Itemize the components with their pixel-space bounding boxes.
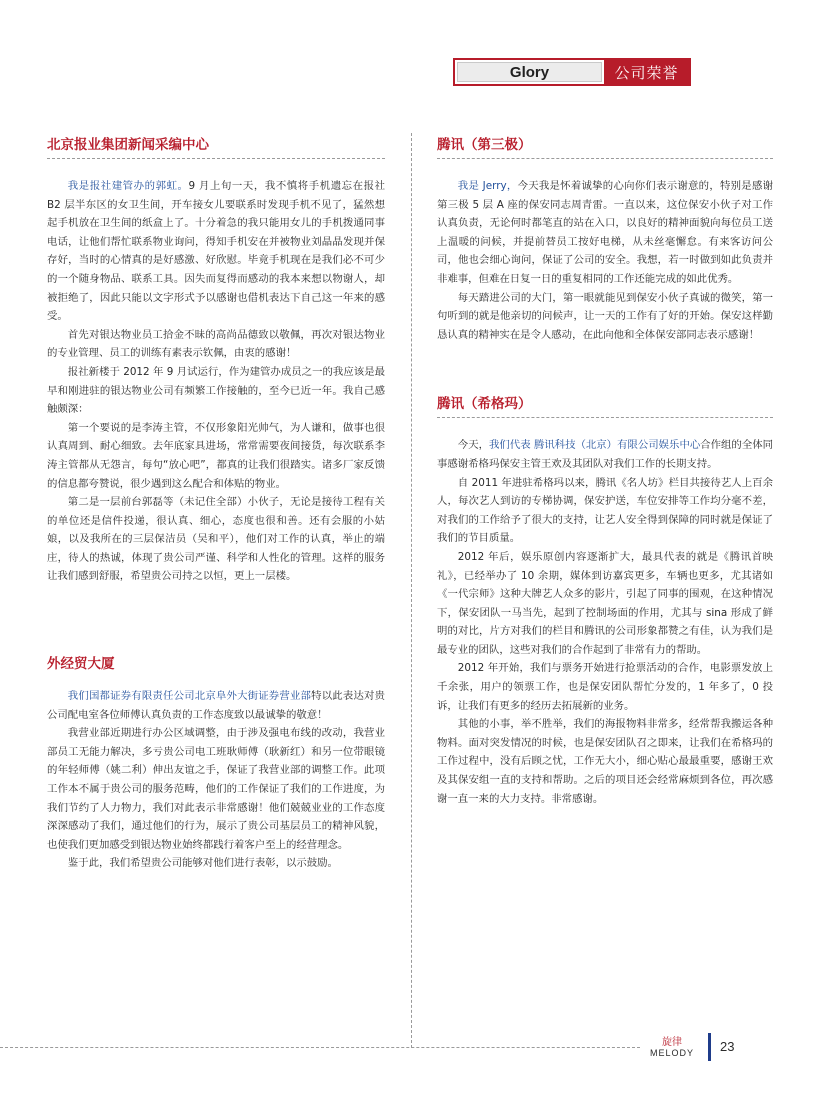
paragraph: 自 2011 年进驻希格玛以来，腾讯《名人坊》栏目共接待艺人上百余人，每次艺人到访的专梯协调，保安护送，车位安排等工作均分毫不差，对我们的工作给予了很大的支持，让艺人安全得到保障的同时就是保证了我们的节目质量。 [437, 476, 773, 545]
paragraph: 2012 年后，娱乐原创内容逐渐扩大，最具代表的就是《腾讯首映礼》，已经举办了 10 余期，媒体到访嘉宾更多，车辆也更多，尤其诸如《一代宗师》这种大牌艺人众多的影片，引起了同事的围观，在这种情况下，保安团队一马当先，起到了控制场面的作用，尤其与 sina 形成了鲜明的对比，片方对我们的栏目和腾讯的公司形象都赞之有佳，认为我们是最专业的团队，这些对我们的合作起到了非常有力的帮助。 [437, 550, 773, 656]
paragraph: 第一个要说的是李涛主管，不仅形象阳光帅气，为人谦和，做事也很认真周到、耐心细致。去年底家具进场，常常需要夜间接货，每次联系李涛主管都从无怨言，每句“放心吧”，都真的让我们很踏实。诸多厂家反馈的信息都夸赞说，很少遇到这么配合和体贴的物业。 [47, 421, 385, 490]
highlighted-lead: 我是 Jerry， [457, 180, 518, 192]
paragraph [437, 436, 773, 473]
section-title-tencent-sigma: 腾讯（希格玛） [437, 392, 773, 418]
badge-english-label: Glory [457, 62, 602, 82]
paragraph: 第二是一层前台郭磊等（未记住全部）小伙子，无论是接待工程有关的单位还是信件投递，很认真、细心，态度也很和善。还有会服的小姑娘，以及我所在的三层保洁员（吴和平），他们对工作的认真，举止的端庄，待人的热诚，体现了贵公司严谨、科学和人性化的管理。这样的服务让我们感到舒服，希望贵公司持之以恒，更上一层楼。 [47, 496, 385, 583]
paragraph [47, 687, 385, 724]
page-number: 23 [720, 1039, 735, 1054]
paragraph-text: 今天我是怀着诚挚的心向你们表示谢意的，特别是感谢第三极 5 层 A 座的保安同志周青雷。一直以来，这位保安小伙子对工作认真负责，无论何时都笔直的站在入口，以良好的精神面貌向每位员工送上温暖的问候，并提前替员工按好电梯，从未丝毫懈怠。有来客访问公司，他也会细心询问，保证了公司的安全。我想，若一时做到如此负责并非难事，但难在日复一日的重复相同的工作还能完成的如此优秀。 [437, 180, 773, 285]
brand-chinese: 旋律 [662, 1037, 682, 1048]
footer-divider [0, 1047, 640, 1048]
paragraph: 每天踏进公司的大门，第一眼就能见到保安小伙子真诚的微笑，第一句听到的就是他亲切的问候声，让一天的工作有了好的开始。保安这样勤恳认真的精神实在是令人感动，在此向他和全体保安部同志表示感谢！ [437, 291, 773, 341]
spacer [437, 344, 773, 392]
paragraph-text: 特以此表达对贵公司配电室各位师傅认真负责的工作态度致以最诚挚的敬意！ [47, 690, 386, 721]
column-divider [411, 133, 412, 1048]
paragraph-text: 合作组的全体同事感谢希格玛保安主管王欢及其团队对我们工作的长期支持。 [437, 439, 774, 470]
brand-english: MELODY [649, 1048, 694, 1058]
right-column [437, 133, 773, 808]
paragraph-text: 9 月上旬一天，我不慎将手机遗忘在报社 B2 层半东区的女卫生间，开车接女儿要联系时发现手机不见了，猛然想起手机放在卫生间的纸盒上了。十分着急的我只能用女儿的手机拨通同事电话，让他们帮忙联系物业询问，得知手机安在并被物业刘晶晶发现并保存好，当时的心情真的是好感激、好欣慰。毕竟手机现在是我们必不可少的一个随身物品、联系工具。因失而复得而感动的我本来想以物谢人，却被拒绝了，因此只能以文字形式予以感谢也借机表达下自己这一年来的感受。 [47, 180, 385, 323]
paragraph-text: 今天， [457, 439, 489, 452]
highlighted-lead: 我们代表 腾讯科技（北京）有限公司娱乐中心 [489, 439, 701, 452]
section-title-tencent-third-pole: 腾讯（第三极） [437, 133, 773, 159]
section-header-badge [453, 58, 691, 86]
spacer [47, 586, 385, 652]
badge-chinese-label: 公司荣誉 [604, 60, 689, 84]
paragraph: 鉴于此，我们希望贵公司能够对他们进行表彰，以示鼓励。 [67, 857, 338, 870]
paragraph: 其他的小事，举不胜举，我们的海报物料非常多，经常帮我搬运各种物料。面对突发情况的时候，也是保安团队召之即来，让我们在希格玛的工作过程中，没有后顾之忧，工作无大小，细心贴心最最重要，感谢王欢及其保安组一直的支持和帮助。之后的项目还会经常麻烦到各位，再次感谢一直一来的大力支持。非常感谢。 [437, 718, 773, 805]
footer-accent-bar [708, 1033, 711, 1061]
paragraph: 2012 年开始，我们与票务开始进行抢票活动的合作，电影票发放上千余张，用户的领票工作，也是保安团队帮忙分发的，1 年多了，0 投诉，让我们有更多的经历去拓展新的业务。 [437, 662, 773, 712]
highlighted-lead: 我们国都证券有限责任公司北京阜外大街证券营业部 [67, 690, 312, 703]
left-column [47, 133, 385, 873]
highlighted-lead: 我是报社建管办的郭虹。 [67, 180, 189, 192]
footer-brand [648, 1037, 696, 1059]
section-title-trade-tower: 外经贸大厦 [47, 656, 115, 673]
section-title-news-center: 北京报业集团新闻采编中心 [47, 133, 385, 159]
paragraph [437, 177, 773, 289]
paragraph: 我营业部近期进行办公区域调整，由于涉及强电布线的改动，我营业部员工无能力解决，多亏贵公司电工班耿师傅（耿新红）和另一位带眼镜的年轻师傅（姚二利）伸出友谊之手，保证了我营业部的调整工作。此项工作本不属于贵公司的服务范畴，他们的工作保证了我们的工作进度，为我们节约了人力物力，我们对此表示非常感谢！他们兢兢业业的工作态度深深感动了我们，通过他们的行为，展示了贵公司基层员工的精神风貌，也使我们更加感受到银达物业始终都践行着客户至上的经营理念。 [47, 727, 385, 851]
paragraph: 报社新楼于 2012 年 9 月试运行，作为建管办成员之一的我应该是最早和刚进驻的银达物业公司有频繁工作接触的，至今已近一年。我自己感触颇深： [47, 365, 385, 416]
paragraph: 首先对银达物业员工拾金不昧的高尚品德致以敬佩，再次对银达物业的专业管理、员工的训练有素表示钦佩，由衷的感谢！ [47, 328, 385, 360]
paragraph [47, 177, 385, 326]
